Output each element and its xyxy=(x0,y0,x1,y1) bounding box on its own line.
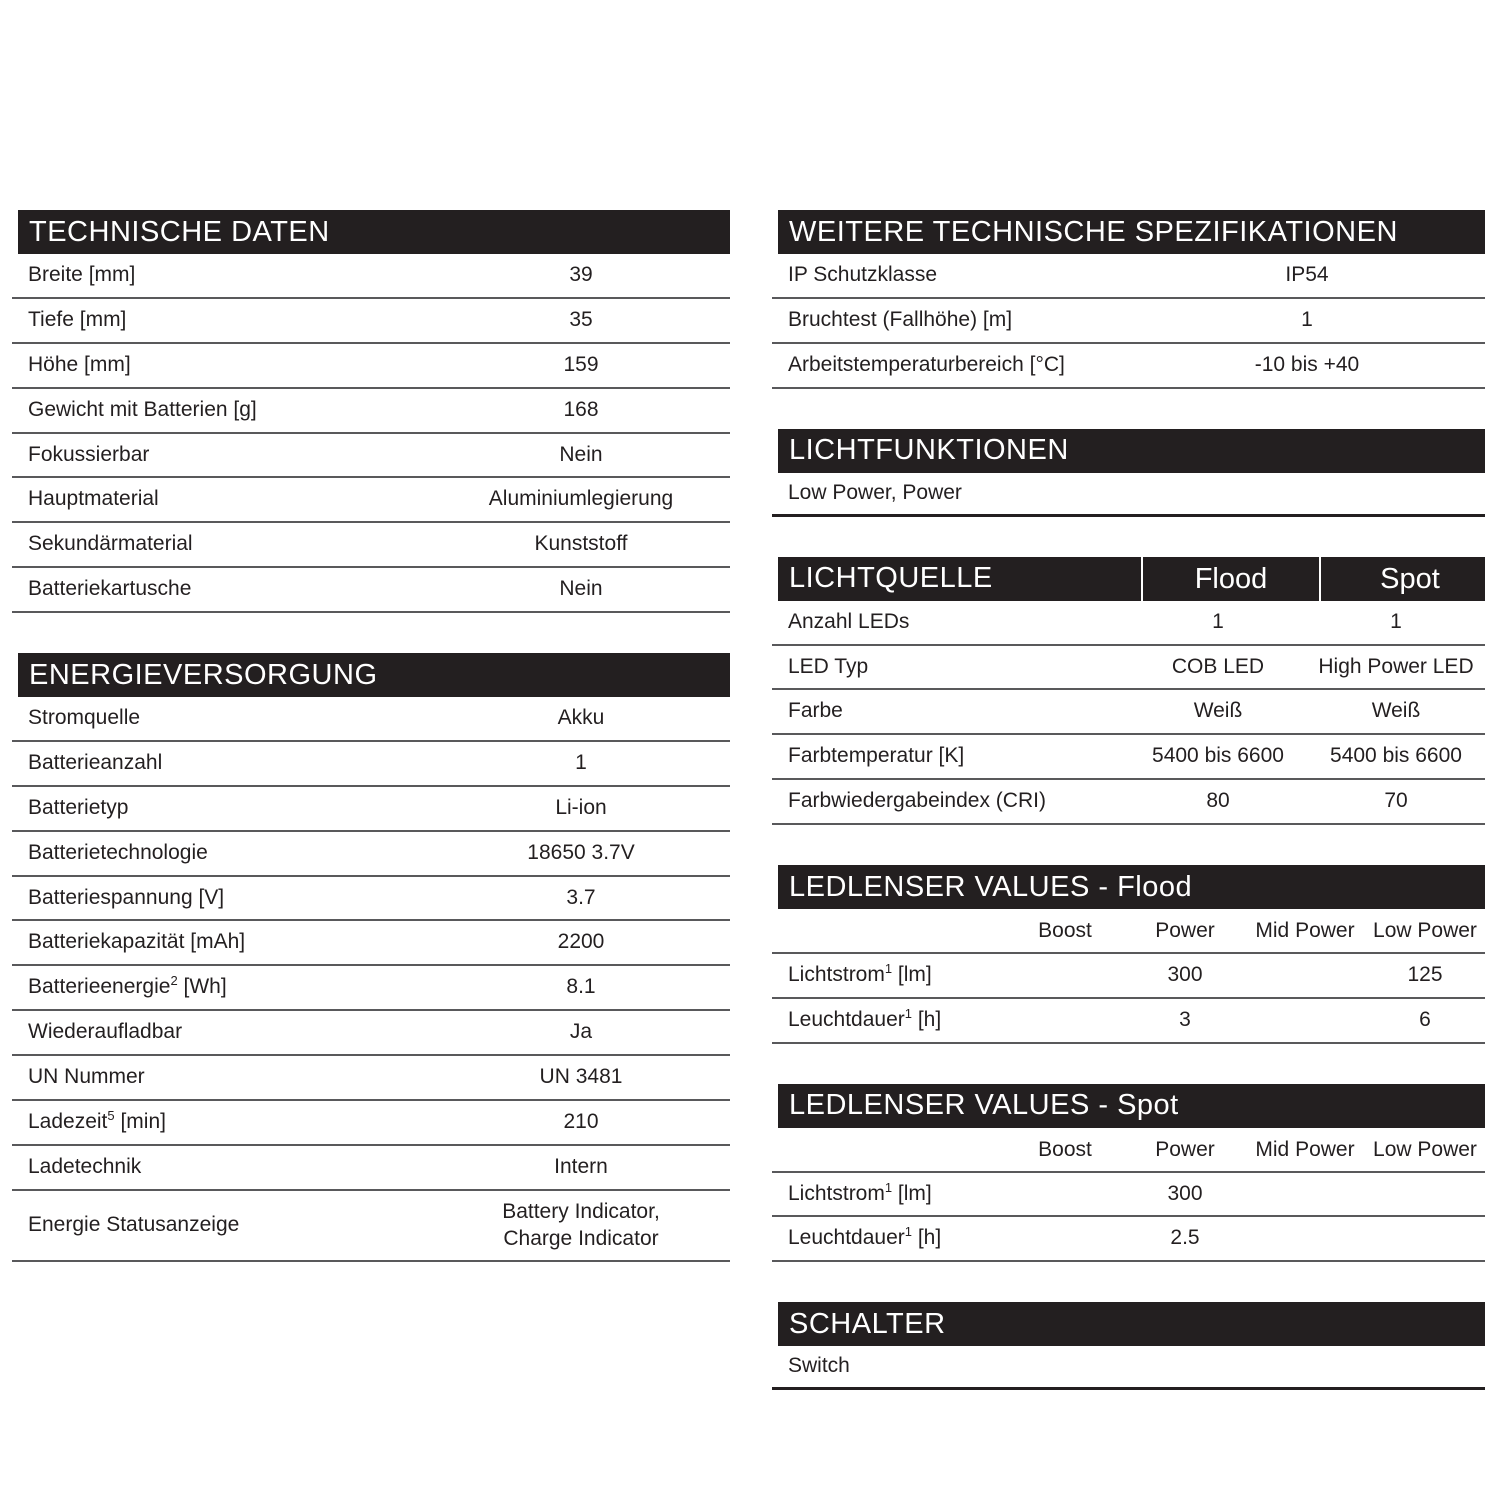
section-header-lichtfunktionen xyxy=(778,429,1485,473)
row-label: IP Schutzklasse xyxy=(772,254,1129,298)
row-label: Hauptmaterial xyxy=(12,477,432,522)
row-label: Lichtstrom$^1$ [lm] xyxy=(772,1172,1005,1217)
section-title: LICHTQUELLE xyxy=(778,557,1143,601)
schalter-value: Switch xyxy=(772,1346,1485,1390)
row-value: Ja xyxy=(432,1010,730,1055)
section-weitere-spezifikationen xyxy=(772,210,1485,389)
table-row xyxy=(12,522,730,567)
column-header-flood: Flood xyxy=(1143,557,1321,601)
section-title: LEDLENSER VALUES - Spot xyxy=(789,1089,1179,1122)
row-value-power: 300 xyxy=(1125,953,1245,998)
row-label: Batterietechnologie xyxy=(12,831,432,876)
mode-header-row xyxy=(772,1128,1485,1172)
row-value-flood: 5400 bis 6600 xyxy=(1129,734,1307,779)
row-value: Li-ion xyxy=(432,786,730,831)
table-row xyxy=(12,965,730,1010)
row-value-low-power: 125 xyxy=(1365,953,1485,998)
table-row xyxy=(12,433,730,478)
table-weitere-spezifikationen xyxy=(772,254,1485,389)
section-title: LEDLENSER VALUES - Flood xyxy=(789,870,1193,903)
row-value: 1 xyxy=(432,741,730,786)
table-row xyxy=(772,998,1485,1043)
section-lichtquelle xyxy=(772,557,1485,825)
row-label: UN Nummer xyxy=(12,1055,432,1100)
table-row xyxy=(12,1100,730,1145)
section-ledlenser-spot xyxy=(772,1084,1485,1263)
row-label: Leuchtdauer$^1$ [h] xyxy=(772,998,1005,1043)
row-value: Nein xyxy=(432,433,730,478)
table-row xyxy=(12,1055,730,1100)
table-row xyxy=(12,697,730,741)
column-header-boost: Boost xyxy=(1038,919,1092,942)
row-label: Ladetechnik xyxy=(12,1145,432,1190)
row-value-flood: COB LED xyxy=(1129,645,1307,690)
section-title: ENERGIEVERSORGUNG xyxy=(29,658,378,691)
row-value-spot: Weiß xyxy=(1307,689,1485,734)
row-value-boost xyxy=(1005,1216,1125,1261)
row-value: Akku xyxy=(432,697,730,741)
row-label: Fokussierbar xyxy=(12,433,432,478)
row-label: Batteriekapazität [mAh] xyxy=(12,920,432,965)
table-row xyxy=(772,953,1485,998)
table-row xyxy=(12,1010,730,1055)
row-label: Farbe xyxy=(772,689,1129,734)
row-value: Intern xyxy=(432,1145,730,1190)
section-technische-daten xyxy=(12,210,730,613)
table-row xyxy=(772,601,1485,645)
lichtfunktionen-value: Low Power, Power xyxy=(772,473,1485,517)
row-value-low-power xyxy=(1365,1216,1485,1261)
row-value-spot: 1 xyxy=(1307,601,1485,645)
row-value-spot: 70 xyxy=(1307,779,1485,824)
row-label: Arbeitstemperaturbereich [°C] xyxy=(772,343,1129,388)
mode-header-row xyxy=(772,909,1485,953)
row-value-power: 300 xyxy=(1125,1172,1245,1217)
row-label: Energie Statusanzeige xyxy=(12,1190,432,1262)
row-label: Bruchtest (Fallhöhe) [m] xyxy=(772,298,1129,343)
section-header-ledlenser-spot xyxy=(778,1084,1485,1128)
row-label: Breite [mm] xyxy=(12,254,432,298)
row-value: 159 xyxy=(432,343,730,388)
table-row xyxy=(12,1190,730,1262)
row-value: 35 xyxy=(432,298,730,343)
table-energieversorgung xyxy=(12,697,730,1262)
table-row xyxy=(12,741,730,786)
row-label: Batteriekartusche xyxy=(12,567,432,612)
column-header-mid-power: Mid Power xyxy=(1255,1137,1355,1161)
section-schalter xyxy=(772,1302,1485,1390)
table-row xyxy=(12,786,730,831)
section-header-energieversorgung xyxy=(18,653,730,697)
row-label: Stromquelle xyxy=(12,697,432,741)
table-row xyxy=(12,567,730,612)
table-row xyxy=(772,343,1485,388)
row-value: 2200 xyxy=(432,920,730,965)
row-label: Leuchtdauer$^1$ [h] xyxy=(772,1216,1005,1261)
row-value-boost xyxy=(1005,998,1125,1043)
row-value-boost xyxy=(1005,1172,1125,1217)
column-header-spot: Spot xyxy=(1380,562,1440,595)
row-value: 210 xyxy=(432,1100,730,1145)
table-ledlenser-flood xyxy=(772,909,1485,1044)
section-title: WEITERE TECHNISCHE SPEZIFIKATIONEN xyxy=(789,215,1398,248)
column-header-low-power: Low Power xyxy=(1373,1137,1477,1161)
table-row xyxy=(12,831,730,876)
row-value: 18650 3.7V xyxy=(432,831,730,876)
row-value: 39 xyxy=(432,254,730,298)
table-row xyxy=(12,1145,730,1190)
row-value: Nein xyxy=(432,567,730,612)
column-header-power: Power xyxy=(1155,1137,1215,1161)
row-label: Gewicht mit Batterien [g] xyxy=(12,388,432,433)
column-header-power: Power xyxy=(1155,919,1215,942)
row-value-power: 2.5 xyxy=(1125,1216,1245,1261)
section-title: SCHALTER xyxy=(789,1307,946,1340)
row-value: 1 xyxy=(1129,298,1485,343)
left-column xyxy=(12,210,730,1262)
row-label: Tiefe [mm] xyxy=(12,298,432,343)
table-row xyxy=(12,298,730,343)
section-lichtfunktionen xyxy=(772,429,1485,517)
row-value: Battery Indicator, Charge Indicator xyxy=(432,1190,730,1262)
row-value: 3.7 xyxy=(432,876,730,921)
table-row xyxy=(772,298,1485,343)
row-value: Kunststoff xyxy=(432,522,730,567)
row-label: Wiederaufladbar xyxy=(12,1010,432,1055)
row-label: Batterieenergie$^2$ [Wh] xyxy=(12,965,432,1010)
row-value-power: 3 xyxy=(1125,998,1245,1043)
table-row xyxy=(772,1216,1485,1261)
section-header-weitere-spezifikationen xyxy=(778,210,1485,254)
right-column xyxy=(772,210,1485,1390)
row-value: UN 3481 xyxy=(432,1055,730,1100)
row-value-flood: 80 xyxy=(1129,779,1307,824)
table-lichtquelle xyxy=(772,601,1485,825)
row-value-flood: 1 xyxy=(1129,601,1307,645)
row-value-mid-power xyxy=(1245,998,1365,1043)
table-technische-daten xyxy=(12,254,730,613)
row-value: 8.1 xyxy=(432,965,730,1010)
section-energieversorgung xyxy=(12,653,730,1262)
row-label: Anzahl LEDs xyxy=(772,601,1129,645)
table-row xyxy=(12,477,730,522)
table-row xyxy=(772,254,1485,298)
row-value-boost xyxy=(1005,953,1125,998)
table-row xyxy=(772,689,1485,734)
column-header-boost: Boost xyxy=(1038,1137,1092,1161)
row-value-spot: 5400 bis 6600 xyxy=(1307,734,1485,779)
row-value-low-power: 6 xyxy=(1365,998,1485,1043)
table-row xyxy=(12,343,730,388)
section-ledlenser-flood xyxy=(772,865,1485,1044)
row-label: LED Typ xyxy=(772,645,1129,690)
table-row xyxy=(772,734,1485,779)
mode-header-blank xyxy=(772,1128,1005,1172)
column-header-low-power: Low Power xyxy=(1373,919,1477,942)
table-row xyxy=(12,920,730,965)
section-header-technische-daten xyxy=(18,210,730,254)
row-value-flood: Weiß xyxy=(1129,689,1307,734)
row-label: Farbtemperatur [K] xyxy=(772,734,1129,779)
row-value-spot: High Power LED xyxy=(1307,645,1485,690)
mode-header-blank xyxy=(772,909,1005,953)
table-row xyxy=(12,876,730,921)
row-label: Höhe [mm] xyxy=(12,343,432,388)
row-value-low-power xyxy=(1365,1172,1485,1217)
row-value: IP54 xyxy=(1129,254,1485,298)
row-label: Batterieanzahl xyxy=(12,741,432,786)
row-value-mid-power xyxy=(1245,1216,1365,1261)
column-header-mid-power: Mid Power xyxy=(1255,919,1355,942)
row-label: Batteriespannung [V] xyxy=(12,876,432,921)
row-label: Farbwiedergabeindex (CRI) xyxy=(772,779,1129,824)
row-value-mid-power xyxy=(1245,1172,1365,1217)
section-title: LICHTFUNKTIONEN xyxy=(789,434,1069,467)
row-label: Lichtstrom$^1$ [lm] xyxy=(772,953,1005,998)
table-row xyxy=(772,779,1485,824)
row-value: 168 xyxy=(432,388,730,433)
table-row xyxy=(772,645,1485,690)
row-label: Ladezeit$^5$ [min] xyxy=(12,1100,432,1145)
row-value-mid-power xyxy=(1245,953,1365,998)
row-value: -10 bis +40 xyxy=(1129,343,1485,388)
table-ledlenser-spot xyxy=(772,1128,1485,1263)
section-header-lichtquelle xyxy=(778,557,1485,601)
section-title: TECHNISCHE DATEN xyxy=(29,215,330,248)
section-header-ledlenser-flood xyxy=(778,865,1485,909)
row-label: Sekundärmaterial xyxy=(12,522,432,567)
table-row xyxy=(12,254,730,298)
table-row xyxy=(772,1172,1485,1217)
table-row xyxy=(12,388,730,433)
section-header-schalter xyxy=(778,1302,1485,1346)
row-label: Batterietyp xyxy=(12,786,432,831)
row-value: Aluminiumlegierung xyxy=(432,477,730,522)
